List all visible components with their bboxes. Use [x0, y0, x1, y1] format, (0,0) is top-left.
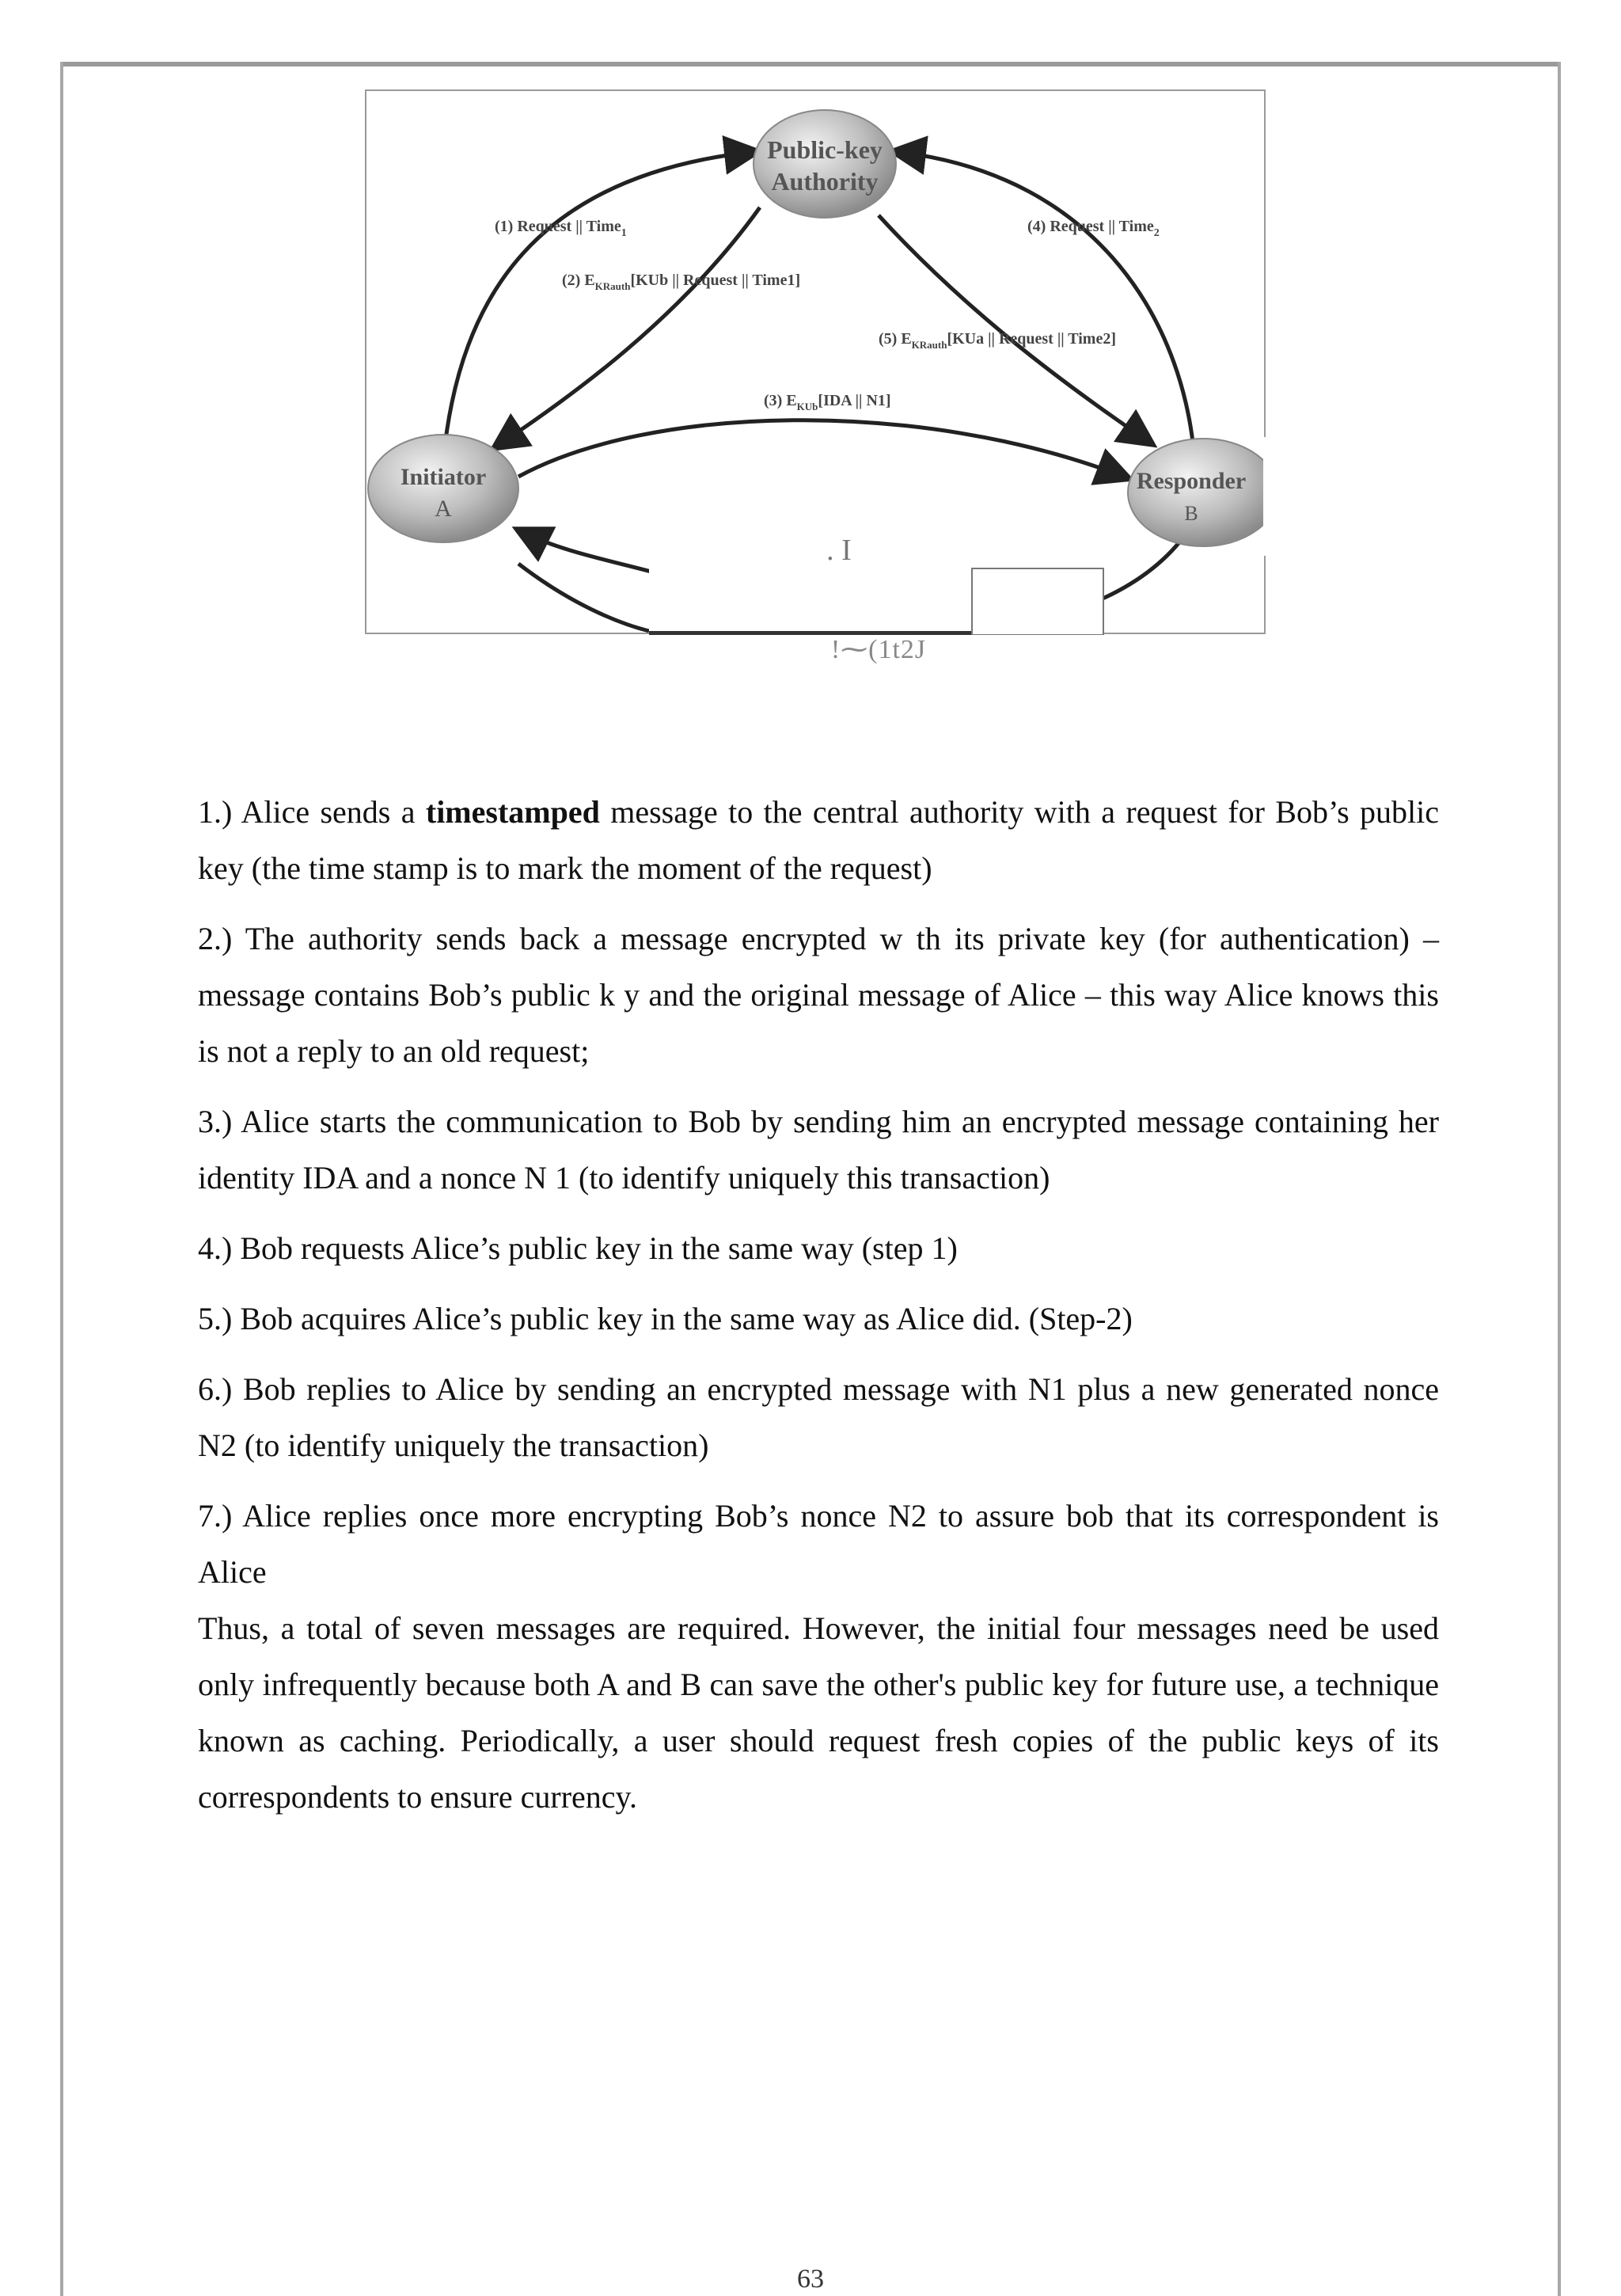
responder-label-line2: B [1184, 502, 1198, 525]
message-label-4: (4) Request || Time$_2$ [1027, 218, 1160, 239]
paragraph-step-6: 6.) Bob replies to Alice by sending an encrypted message with N1 plus a new generated nonce N2 (to identify uniquely the transaction) [198, 1371, 1439, 1463]
authority-node [754, 110, 896, 218]
paragraph-step-3: 3.) Alice starts the communication to Bob by sending him an encrypted message containing her identity IDA and a nonce N 1 (to identify uniquely this transaction) [198, 1104, 1439, 1196]
figure-caption: !⁓(1t2J [830, 635, 927, 664]
initiator-label-line2: A [435, 496, 452, 522]
figure-fragment-text: . I [826, 534, 852, 567]
page-frame-top [60, 62, 1561, 67]
page-number: 63 [797, 2264, 824, 2294]
public-key-authority-diagram [364, 89, 1266, 635]
message-label-1: (1) Request || Time$_1$ [495, 218, 627, 239]
paragraph-step-7: 7.) Alice replies once more encrypting Bob’s nonce N2 to assure bob that its correspondent is Alice [198, 1498, 1439, 1590]
authority-label-line1: Public-key [767, 135, 883, 164]
paragraph-step-5: 5.) Bob acquires Alice’s public key in the same way as Alice did. (Step-2) [198, 1301, 1133, 1336]
page-frame-left [60, 62, 63, 2296]
message-label-5: (5) $E_{KRauth}[KUa$ || Request || Time2] [879, 330, 1117, 351]
message-label-3: (3) $E_{KUb}[IDA$ || N1] [764, 392, 891, 412]
paragraph-step-1: 1.) Alice sends a timestamped message to the central authority with a request for Bob’s public key (the time stamp is to mark the moment of the request) [198, 794, 1440, 886]
paragraph-step-4: 4.) Bob requests Alice’s public key in the same way (step 1) [198, 1230, 958, 1266]
body-text [198, 784, 1439, 1839]
message-label-2: (2) $E_{KRauth}[KUb$ || Request || Time1] [562, 272, 801, 292]
scan-artifact-box [972, 568, 1103, 635]
initiator-label-line1: Initiator [400, 464, 487, 490]
paragraph-summary: Thus, a total of seven messages are required. However, the initial four messages need be used only infrequently because both A and B can save the other's public key for future use, a technique known as caching. Periodically, a user should request fresh copies of the public keys of its correspondents to ensure currency. [198, 1610, 1439, 1815]
authority-label-line2: Authority [771, 167, 879, 196]
page-frame-right [1558, 62, 1561, 2296]
paragraph-step-2: 2.) The authority sends back a message encrypted w th its private key (for authentication) – message contains Bob’s public k y and the original message of Alice – this way Alice knows this is not a reply to an old request; [198, 921, 1439, 1069]
responder-label-line1: Responder [1136, 468, 1247, 494]
